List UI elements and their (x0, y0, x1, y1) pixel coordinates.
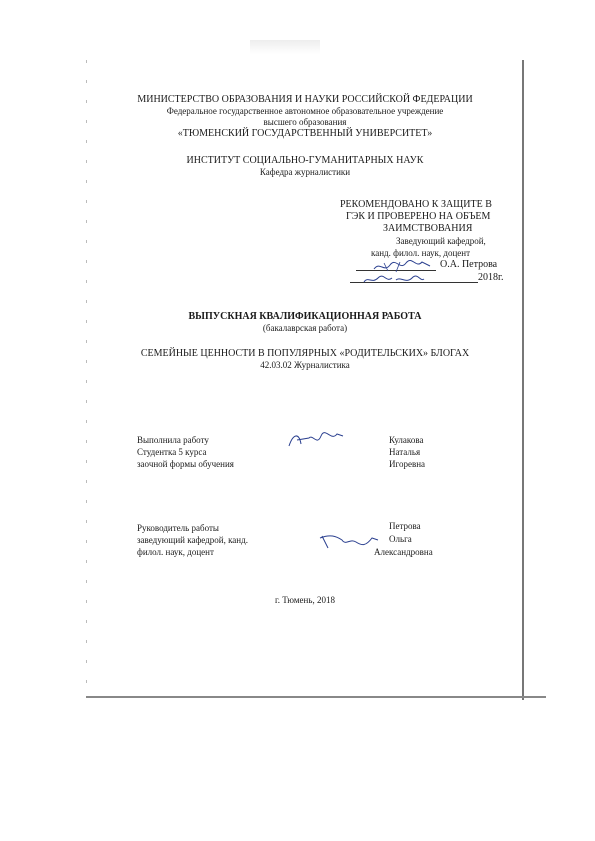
institution-type-line-1: Федеральное государственное автономное образовательное учреждение (166, 106, 444, 116)
page-edge-left (86, 60, 87, 698)
author-role-1: Выполнила работу (137, 435, 209, 445)
specialty-code: 42.03.02 Журналистика (260, 360, 350, 370)
author-signature (283, 428, 347, 452)
approval-date-handwriting (360, 272, 430, 288)
institution-type-line-2: высшего образования (263, 117, 347, 127)
supervisor-role-1: Руководитель работы (137, 523, 219, 533)
supervisor-signature (316, 530, 380, 554)
author-surname: Кулакова (389, 435, 424, 445)
supervisor-first-name: Ольга (389, 534, 412, 544)
approval-line-3: ЗАИМСТВОВАНИЯ (383, 223, 473, 234)
scan-shadow (250, 40, 320, 54)
institute-name: ИНСТИТУТ СОЦИАЛЬНО-ГУМАНИТАРНЫХ НАУК (186, 155, 424, 166)
work-title: СЕМЕЙНЫЕ ЦЕННОСТИ В ПОПУЛЯРНЫХ «РОДИТЕЛЬСКИХ» БЛОГАХ (140, 348, 470, 359)
approval-position: Заведующий кафедрой, (396, 236, 486, 246)
supervisor-patronymic: Александровна (374, 547, 433, 557)
work-subtype: (бакалаврская работа) (262, 323, 348, 333)
supervisor-surname: Петрова (389, 521, 421, 531)
approval-date: 2018г. (478, 272, 504, 283)
author-role-3: заочной формы обучения (137, 459, 234, 469)
approval-name: О.А. Петрова (440, 259, 498, 270)
approval-line-2: ГЭК И ПРОВЕРЕНО НА ОБЪЕМ (346, 211, 491, 222)
department-name: Кафедра журналистики (259, 167, 351, 177)
university-name: «ТЮМЕНСКИЙ ГОСУДАРСТВЕННЫЙ УНИВЕРСИТЕТ» (177, 128, 433, 139)
author-patronymic: Игоревна (389, 459, 426, 469)
supervisor-role-2: заведующий кафедрой, канд. (137, 535, 248, 545)
author-role-2: Студентка 5 курса (137, 447, 207, 457)
city-year: г. Тюмень, 2018 (275, 595, 335, 605)
ministry-name: МИНИСТЕРСТВО ОБРАЗОВАНИЯ И НАУКИ РОССИЙСКОЙ ФЕДЕРАЦИИ (137, 94, 473, 105)
author-first-name: Наталья (389, 447, 421, 457)
approval-line-1: РЕКОМЕНДОВАНО К ЗАЩИТЕ В (340, 199, 492, 210)
approval-degree: канд. филол. наук, доцент (371, 248, 471, 258)
work-type: ВЫПУСКНАЯ КВАЛИФИКАЦИОННАЯ РАБОТА (188, 311, 422, 322)
supervisor-role-3: филол. наук, доцент (137, 547, 214, 557)
page-edge-right (522, 60, 524, 700)
page-edge-bottom (86, 696, 546, 698)
